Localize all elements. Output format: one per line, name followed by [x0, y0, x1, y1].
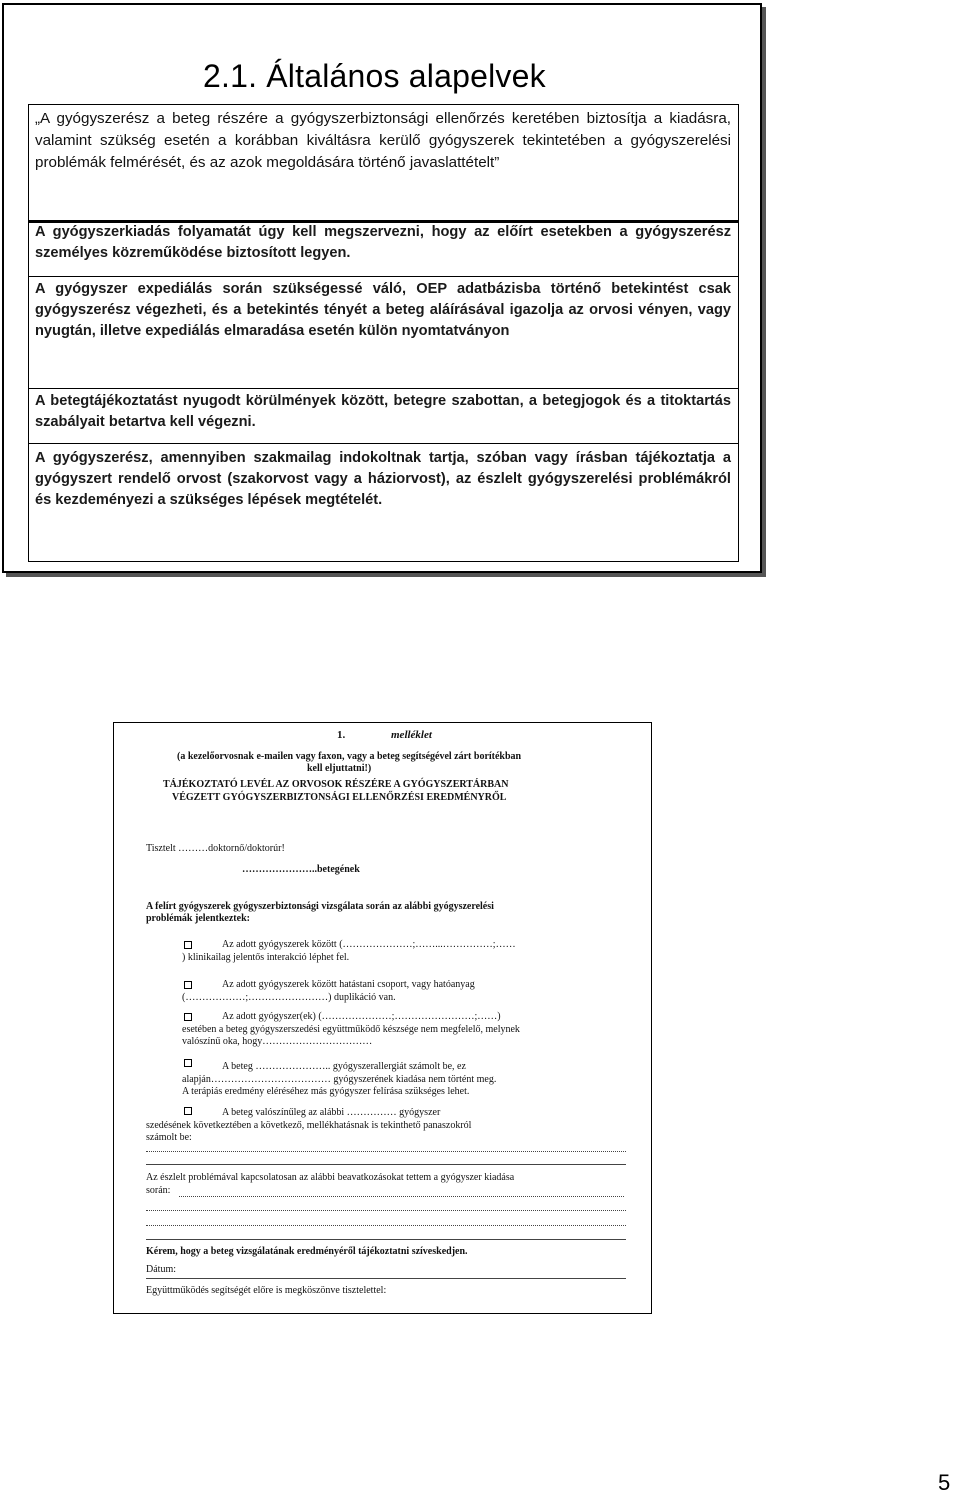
paragraph: A gyógyszer expediálás során szükségessé váló, OEP adatbázisba történő betekintést csak gyógyszerész végezheti, és a betekintés tényét a beteg aláírásával igazolja az orvosi vényen, vagy nyugtán, illetve expediálás elmaradása esetén külön nyomtatványon [35, 281, 731, 339]
annex-note: kell eljuttatni!) [307, 763, 372, 774]
request-text: Kérem, hogy a beteg vizsgálatának eredményéről tájékoztatni szíveskedjen. [146, 1246, 468, 1257]
checkbox[interactable] [184, 981, 192, 989]
intro-text: A felírt gyógyszerek gyógyszerbiztonsági vizsgálata során az alábbi gyógyszerelési [146, 901, 494, 912]
divider [28, 443, 739, 444]
paragraph: A betegtájékoztatást nyugodt körülmények között, betegre szabottan, a betegjogok és a titoktartás szabályait betartva kell végezni. [35, 393, 731, 430]
item-text: valószínű oka, hogy…………………………… [182, 1036, 373, 1047]
item-text: A terápiás eredmény eléréséhez más gyógyszer felírása szükséges lehet. [182, 1086, 470, 1097]
action-text: Az észlelt problémával kapcsolatosan az alábbi beavatkozásokat tettem a gyógyszer kiadása [146, 1172, 515, 1183]
item-text: (………………;……………………) duplikáció van. [182, 992, 396, 1003]
item-text: Az adott gyógyszerek között hatástani csoport, vagy hatóanyag [222, 979, 475, 990]
annex-number: 1. [337, 729, 346, 741]
date-label: Dátum: [146, 1264, 176, 1275]
item-text: ) klinikailag jelentős interakció léphet fel. [182, 952, 350, 963]
divider [28, 276, 739, 277]
page-number: 5 [938, 1470, 951, 1495]
fill-in-line [146, 1225, 626, 1226]
annex-heading: VÉGZETT GYÓGYSZERBIZTONSÁGI ELLENŐRZÉSI EREDMÉNYRŐL [172, 792, 507, 803]
paragraph: A gyógyszerész, amennyiben szakmailag indokoltnak tartja, szóban vagy írásban tájékoztatja a gyógyszert rendelő orvost (szakorvost vagy a háziorvost), az észlelt gyógyszerelési problémákról és kezdeményezi a szükséges lépések megtételét. [35, 450, 731, 508]
item-text: A beteg ………………….. gyógyszerallergiát számolt be, ez [222, 1061, 466, 1072]
paragraph: A gyógyszerkiadás folyamatát úgy kell megszervezni, hogy az előírt esetekben a gyógyszerész személyes közreműködése biztosított legyen. [35, 224, 731, 261]
checkbox[interactable] [184, 941, 192, 949]
item-text: esetében a beteg gyógyszerszedési együttműködő készsége nem megfelelő, melynek [182, 1024, 520, 1035]
annex-label: melléklet [391, 729, 432, 741]
salutation: Tisztelt ………doktornő/doktorúr! [146, 843, 285, 854]
action-text: során: [146, 1185, 171, 1196]
separator [146, 1239, 626, 1240]
fill-in-line [179, 1196, 624, 1197]
fill-in-line [146, 1151, 626, 1152]
annex-note: (a kezelőorvosnak e-mailen vagy faxon, vagy a beteg segítségével zárt borítékban [177, 751, 522, 762]
item-text: Az adott gyógyszer(ek) (…………………;……………………;……) [222, 1011, 501, 1022]
paragraph-quote: „A gyógyszerész a beteg részére a gyógyszerbiztonsági ellenőrzés keretében biztosítja a kiadásra, valamint szükség esetén a korábban kiváltásra kerülő gyógyszerek tekintetében a gyógyszerelési problémák felmérését, és az azok megoldására történő javaslattételt” [35, 110, 731, 171]
annex-form [113, 722, 652, 1314]
item-text: A beteg valószínűleg az alábbi …………… gyógyszer [222, 1107, 441, 1118]
patient-line: …………………..betegének [242, 864, 360, 875]
item-text: szedésének következtében a következő, mellékhatásnak is tekinthető panaszokról [146, 1120, 472, 1131]
separator [146, 1278, 626, 1279]
item-text: alapján……………………………… gyógyszerének kiadása nem történt meg. [182, 1074, 497, 1085]
item-text: Az adott gyógyszerek között (…………………;……...……………;…… [222, 939, 516, 950]
checkbox[interactable] [184, 1107, 192, 1115]
closing-text: Együttműködés segítségét előre is megköszönve tisztelettel: [146, 1285, 387, 1296]
intro-text: problémák jelentkeztek: [146, 913, 250, 924]
separator [146, 1164, 626, 1165]
fill-in-line [146, 1210, 626, 1211]
checkbox[interactable] [184, 1059, 192, 1067]
checkbox[interactable] [184, 1013, 192, 1021]
slide-title: 2.1. Általános alapelvek [203, 58, 546, 94]
item-text: számolt be: [146, 1132, 192, 1143]
divider [28, 388, 739, 389]
annex-heading: TÁJÉKOZTATÓ LEVÉL AZ ORVOSOK RÉSZÉRE A GYÓGYSZERTÁRBAN [163, 779, 509, 790]
